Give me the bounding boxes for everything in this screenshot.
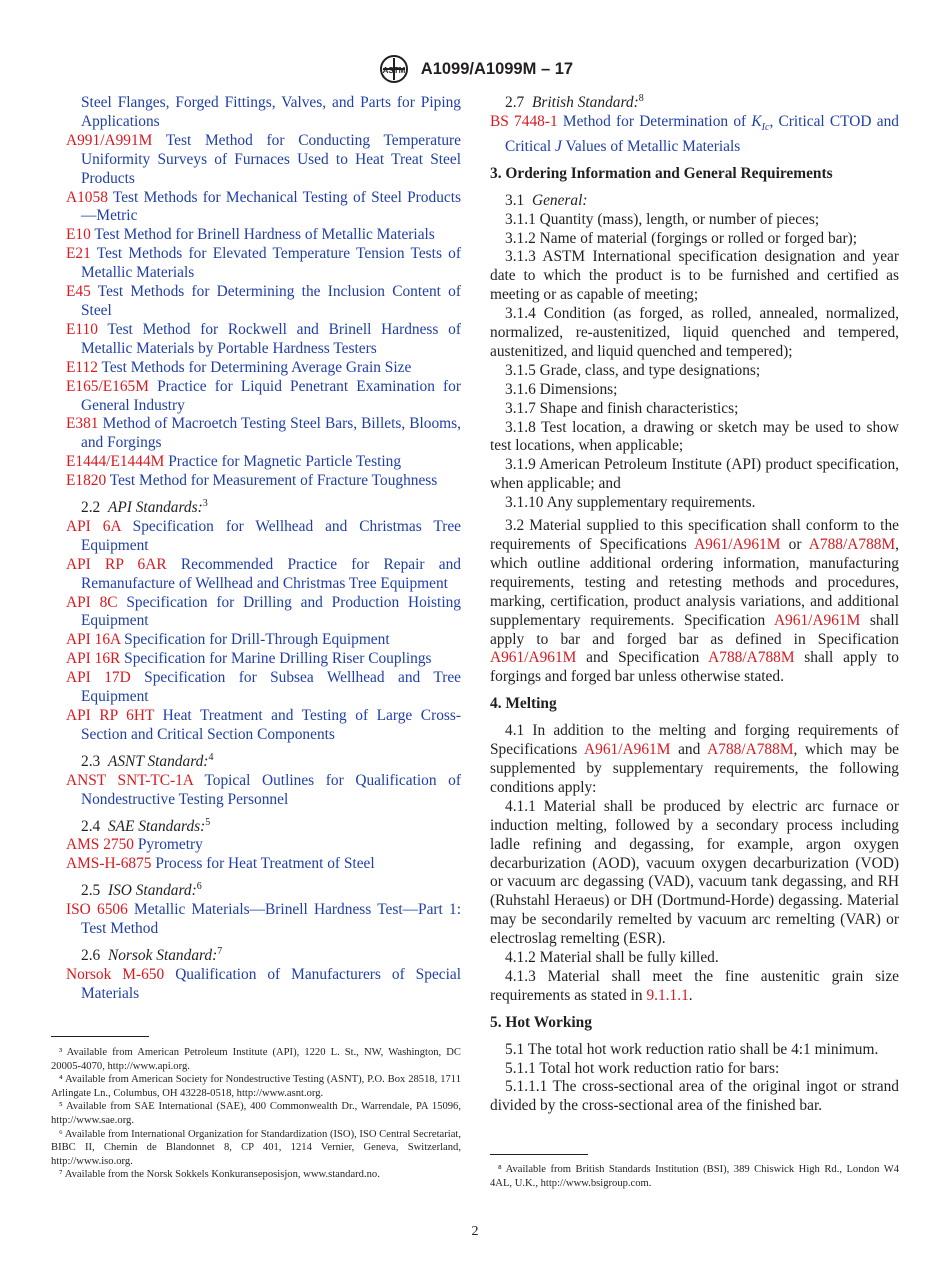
reference-code[interactable]: API 17D xyxy=(66,669,131,687)
reference-item-ams-2750[interactable] xyxy=(66,836,461,855)
reference-title[interactable]: Pyrometry xyxy=(137,836,203,854)
reference-item-api-rp-6ar[interactable] xyxy=(66,556,461,594)
link-a961[interactable]: A961/A961M xyxy=(694,536,781,554)
reference-item-e1444-e1444m[interactable] xyxy=(66,453,461,472)
reference-item-e381[interactable] xyxy=(66,415,461,453)
reference-title[interactable]: Method of Macroetch Testing Steel Bars, Billets, Blooms, and Forgings xyxy=(81,415,461,452)
link-a961[interactable]: A961/A961M xyxy=(490,649,577,667)
section-4-heading: 4. Melting xyxy=(490,695,557,713)
reference-item-api-6a[interactable] xyxy=(66,518,461,556)
reference-code[interactable]: ANST SNT-TC-1A xyxy=(66,771,194,789)
reference-code[interactable]: E10 xyxy=(66,226,91,244)
paragraph-4-1-1: 4.1.1 Material shall be produced by electric arc furnace or induction melting, followed by a secondary process including ladle refining and degassing, for example, argon oxygen decarburization (AOD), vacuum oxygen decarburization (VOD) or vacuum arc degassing (VAD), vacuum tank degassing, and RH (Ruhstahl Heraeus) or DH (Dortmund-Horde) degassing. Material may be secondarily remelted by vacuum arc remelting (VAR) or electroslag remelting (ESR). xyxy=(490,797,899,948)
left-column xyxy=(66,94,461,1004)
link-a788[interactable]: A788/A788M xyxy=(707,741,794,759)
reference-title[interactable]: Specification for Wellhead and Christmas Tree Equipment xyxy=(81,517,461,554)
reference-item-e165-e165m[interactable] xyxy=(66,378,461,416)
reference-code[interactable]: E381 xyxy=(66,415,99,433)
reference-item-iso-6506[interactable] xyxy=(66,901,461,939)
reference-item-continued[interactable] xyxy=(66,94,461,132)
ordering-item: 3.1.9 American Petroleum Institute (API) product specification, when applicable; and xyxy=(490,456,899,493)
reference-item-e21[interactable] xyxy=(66,245,461,283)
section-5-heading: 5. Hot Working xyxy=(490,1013,592,1031)
page-number: 2 xyxy=(471,1224,479,1239)
reference-title[interactable]: Specification for Drill-Through Equipment xyxy=(124,631,390,649)
reference-item-ams-h-6875[interactable] xyxy=(66,855,461,874)
paragraph-3-2: 3.2 Material supplied to this specification shall conform to the requirements of Specifications A961/A961M or A788/A788M, which outline additional ordering information, manufacturing requirements, testing and retesting methods and procedures, marking, certification, product analysis variations, and additional supplementary requirements. Specification A961/A961M shall apply to bar and forged bar as defined in Specification A961/A961M and Specification A788/A788M shall apply to forgings and forged bar unless otherwise stated. xyxy=(490,517,900,686)
reference-code[interactable]: A1058 xyxy=(66,188,108,206)
reference-item-a1058[interactable] xyxy=(66,189,461,227)
reference-title[interactable]: Specification for Drilling and Production Hoisting Equipment xyxy=(81,593,461,630)
reference-code[interactable]: API RP 6HT xyxy=(66,707,155,724)
reference-code[interactable]: AMS-H-6875 xyxy=(66,855,152,873)
reference-item-api-17d[interactable] xyxy=(66,669,461,707)
reference-item-e1820[interactable] xyxy=(66,472,461,491)
footnote-7: ⁷ Available from the Norsk Sokkels Konkuranseposisjon, www.standard.no. xyxy=(59,1169,380,1181)
paragraph-4-1: 4.1 In addition to the melting and forging requirements of Specifications A961/A961M and A788/A788M, which may be supplemented by supplementary requirements, the following conditions apply: xyxy=(490,722,900,796)
paragraph-5-1-1: 5.1.1 Total hot work reduction ratio for bars: xyxy=(505,1059,780,1077)
reference-item-api-16a[interactable] xyxy=(66,631,461,650)
right-column xyxy=(490,94,899,1116)
reference-item-a991-a991m[interactable] xyxy=(66,132,461,189)
link-a961[interactable]: A961/A961M xyxy=(773,611,861,629)
paragraph-4-1-3: 4.1.3 Material shall meet the fine austenitic grain size requirements as stated in 9.1.1.1. xyxy=(490,967,899,1004)
reference-code[interactable]: API 16A xyxy=(66,631,121,649)
reference-title[interactable]: Specification for Marine Drilling Riser Couplings xyxy=(124,650,432,668)
reference-title[interactable]: Test Method for Conducting Temperature Uniformity Surveys of Furnaces Used to Heat Treat Steel Products xyxy=(81,131,461,187)
reference-code[interactable]: API RP 6AR xyxy=(66,555,167,573)
footnote-6: ⁶ Available from International Organization for Standardization (ISO), ISO Central Secretariat, BIBC II, Chemin de Blandonnet 8, CP 401, 1214 Vernier, Geneva, Switzerland, http://www.iso.org. xyxy=(51,1128,461,1167)
reference-title[interactable]: Test Method for Brinell Hardness of Metallic Materials xyxy=(94,226,435,244)
reference-code[interactable]: E1820 xyxy=(66,472,107,490)
astm-logo-icon xyxy=(377,54,411,84)
reference-code[interactable]: AMS 2750 xyxy=(66,836,134,854)
reference-code[interactable]: Norsok M-650 xyxy=(66,965,165,983)
reference-title[interactable]: Test Methods for Determining the Inclusion Content of Steel xyxy=(81,283,461,319)
reference-title[interactable]: Practice for Magnetic Particle Testing xyxy=(168,453,402,471)
asnt-standard-heading: 2.3 ASNT Standard:$^4$ xyxy=(81,751,214,770)
link-9-1-1-1[interactable]: 9.1.1.1 xyxy=(646,986,689,1004)
reference-title[interactable]: Test Methods for Elevated Temperature Tension Tests of Metallic Materials xyxy=(81,245,461,282)
british-standard-heading: 2.7 British Standard:$^8$ xyxy=(505,92,644,111)
ordering-item: 3.1.7 Shape and finish characteristics; xyxy=(505,399,739,417)
reference-code[interactable]: API 6A xyxy=(66,517,121,535)
norsok-standards-list xyxy=(66,966,461,1004)
footnote-4: ⁴ Available from American Society for Nondestructive Testing (ASNT), P.O. Box 28518, 1711 Arlingate Ln., Columbus, OH 43228-0518, http://www.asnt.org. xyxy=(51,1074,461,1099)
reference-code[interactable]: E45 xyxy=(66,283,91,301)
reference-title[interactable]: Process for Heat Treatment of Steel xyxy=(155,855,375,873)
iso-standard-heading: 2.5 ISO Standard:$^6$ xyxy=(81,881,202,900)
document-id: A1099/A1099M – 17 xyxy=(420,59,574,78)
svg-text:ASTM: ASTM xyxy=(382,66,406,75)
reference-title[interactable]: Steel Flanges, Forged Fittings, Valves, and Parts for Piping Applications xyxy=(81,94,461,130)
paragraph-5-1: 5.1 The total hot work reduction ratio shall be 4:1 minimum. xyxy=(505,1040,879,1058)
footnote-rule-left xyxy=(51,1036,149,1037)
reference-code[interactable]: E110 xyxy=(66,320,98,338)
ordering-item: 3.1.5 Grade, class, and type designations; xyxy=(505,361,761,379)
reference-code[interactable]: E1444/E1444M xyxy=(66,453,165,471)
footnote-8: ⁸ Available from British Standards Institution (BSI), 389 Chiswick High Rd., London W4 4AL, U.K., http://www.bsigroup.com. xyxy=(490,1164,899,1189)
section-3-heading: 3. Ordering Information and General Requirements xyxy=(490,164,833,182)
reference-title[interactable]: Practice for Liquid Penetrant Examination for General Industry xyxy=(81,377,461,414)
referenced-documents-list xyxy=(66,94,461,491)
footnote-5: ⁵ Available from SAE International (SAE), 400 Commonwealth Dr., Warrendale, PA 15096, http://www.sae.org. xyxy=(51,1101,461,1126)
ordering-item: 3.1.3 ASTM International specification designation and year date to which the product is to be furnished and certified as meeting or as capable of meeting; xyxy=(490,248,899,304)
sae-standards-heading: 2.4 SAE Standards:$^5$ xyxy=(81,816,211,835)
sae-standards-list xyxy=(66,836,461,874)
reference-item-api-16r[interactable] xyxy=(66,650,461,669)
reference-item-e45[interactable] xyxy=(66,283,461,321)
reference-title[interactable]: Test Methods for Mechanical Testing of Steel Products—Metric xyxy=(81,188,461,225)
ordering-item: 3.1.2 Name of material (forgings or rolled or forged bar); xyxy=(505,229,858,247)
section-3-1-general: 3.1 General: xyxy=(505,191,588,209)
link-a788[interactable]: A788/A788M xyxy=(708,649,795,667)
link-a961[interactable]: A961/A961M xyxy=(584,741,671,759)
link-a788[interactable]: A788/A788M xyxy=(808,536,896,554)
paragraph-5-1-1-1: 5.1.1.1 The cross-sectional area of the original ingot or strand divided by the cross-sectional area of the finished bar. xyxy=(490,1078,899,1115)
footnotes-left xyxy=(51,1046,461,1182)
ordering-item: 3.1.6 Dimensions; xyxy=(505,380,618,398)
paragraph-4-1-2: 4.1.2 Material shall be fully killed. xyxy=(505,949,719,967)
ordering-item: 3.1.4 Condition (as forged, as rolled, annealed, normalized, normalized, re-austenitized, liquid quenched and tempered, austenitized, and liquid quenched and tempered); xyxy=(490,305,899,360)
reference-code[interactable]: API 16R xyxy=(66,650,121,668)
ordering-item: 3.1.10 Any supplementary requirements. xyxy=(505,494,756,512)
footnotes-right xyxy=(490,1163,899,1190)
reference-title[interactable]: Test Method for Rockwell and Brinell Hardness of Metallic Materials by Portable Hardness Testers xyxy=(81,320,461,357)
reference-title[interactable]: Qualification of Manufacturers of Special Materials xyxy=(81,965,461,1002)
norsok-standard-heading: 2.6 Norsok Standard:$^7$ xyxy=(81,945,223,964)
reference-title[interactable]: Metallic Materials—Brinell Hardness Test—Part 1: Test Method xyxy=(81,901,461,938)
reference-title[interactable]: Specification for Subsea Wellhead and Tree Equipment xyxy=(81,669,461,706)
reference-title[interactable]: Heat Treatment and Testing of Large Cross-Section and Critical Section Components xyxy=(81,707,461,743)
asnt-standards-list xyxy=(66,772,461,810)
reference-item-e110[interactable] xyxy=(66,321,461,359)
reference-item-api-8c[interactable] xyxy=(66,594,461,632)
reference-item-anst-snt-tc-1a[interactable] xyxy=(66,772,461,810)
reference-item-e10[interactable] xyxy=(66,226,461,245)
reference-title[interactable]: Recommended Practice for Repair and Remanufacture of Wellhead and Christmas Tree Equipment xyxy=(81,555,461,592)
reference-title[interactable]: Test Methods for Determining Average Grain Size xyxy=(101,358,412,376)
page-header xyxy=(0,54,950,84)
ordering-item: 3.1.8 Test location, a drawing or sketch may be used to show test locations, when applicable; xyxy=(490,418,899,455)
footnote-3: ³ Available from American Petroleum Institute (API), 1220 L. St., NW, Washington, DC 20005-4070, http://www.api.org. xyxy=(51,1047,461,1072)
reference-item-bs-7448-1[interactable]: BS 7448-1 Method for Determination of $K_{Ic}$, Critical CTOD and Critical J Values of Metallic Materials xyxy=(490,112,899,155)
reference-code[interactable]: E21 xyxy=(66,245,91,263)
reference-code[interactable]: E112 xyxy=(66,358,98,376)
iso-standards-list xyxy=(66,901,461,939)
reference-code[interactable]: API 8C xyxy=(66,593,118,611)
api-standards-heading: 2.2 API Standards:$^3$ xyxy=(81,497,208,517)
reference-code[interactable]: ISO 6506 xyxy=(66,901,128,919)
api-standards-list xyxy=(66,518,461,745)
footnote-rule-right xyxy=(490,1154,588,1155)
reference-code[interactable]: E165/E165M xyxy=(66,377,149,395)
ordering-item: 3.1.1 Quantity (mass), length, or number of pieces; xyxy=(505,210,820,228)
reference-code[interactable]: A991/A991M xyxy=(66,131,153,149)
ordering-items-list xyxy=(490,211,899,514)
reference-item-e112[interactable] xyxy=(66,359,461,378)
reference-title[interactable]: Topical Outlines for Qualification of Nondestructive Testing Personnel xyxy=(81,771,461,808)
reference-title[interactable]: Test Method for Measurement of Fracture Toughness xyxy=(109,472,438,490)
reference-item-norsok-m-650[interactable] xyxy=(66,966,461,1004)
reference-item-api-rp-6ht[interactable] xyxy=(66,707,461,745)
